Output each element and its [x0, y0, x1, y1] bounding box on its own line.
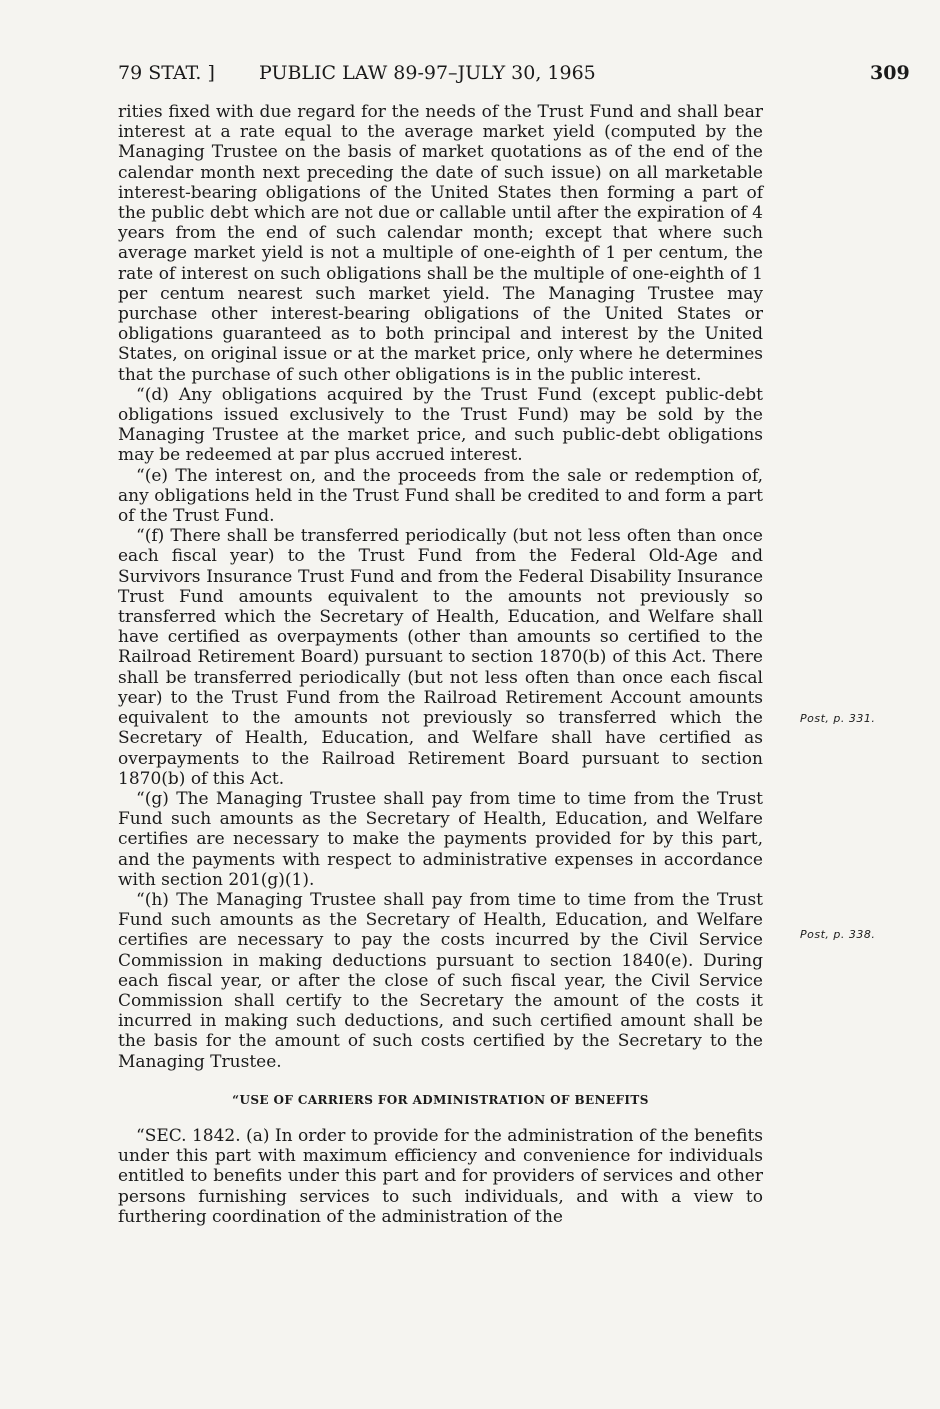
margin-note-338: Post, p. 338.: [800, 928, 876, 941]
paragraph-h: “(h) The Managing Trustee shall pay from time to time from the Trust Fund such amounts as the Secretary of Health, Education, and Welfare certifies are necessary to pay the costs incurred by the Civil Service Commission in making deductions pursuant to section 1840(e). During each fiscal year, or after the close of such fiscal year, the Civil Service Commission shall certify to the Secretary the amount of the costs it incurred in making such deductions, and such certified amount shall be the basis for the amount of such costs certified by the Secretary to the Managing Trustee.: [118, 889, 763, 1072]
law-title: PUBLIC LAW 89-97–JULY 30, 1965: [259, 62, 596, 84]
paragraph-f: “(f) There shall be transferred periodically (but not less often than once each fiscal year) to the Trust Fund from the Federal Old-Age and Survivors Insurance Trust Fund and from the Federal Disability Insurance Trust Fund amounts equivalent to the amounts not previously so transferred which the Secretary of Health, Education, and Welfare shall have certified as overpayments (other than amounts so certified to the Railroad Retirement Board) pursuant to section 1870(b) of this Act. There shall be transferred periodically (but not less often than once each fiscal year) to the Trust Fund from the Railroad Retirement Account amounts equivalent to the amounts not previously so transferred which the Secretary of Health, Education, and Welfare shall have certified as overpayments to the Railroad Retirement Board pursuant to section 1870(b) of this Act.: [118, 526, 763, 789]
body-text: [118, 102, 763, 1227]
paragraph-g: “(g) The Managing Trustee shall pay from time to time from the Trust Fund such amounts as the Secretary of Health, Education, and Welfare certifies are necessary to make the payments provided for by this part, and the payments with respect to administrative expenses in accordance with section 201(g)(1).: [118, 788, 763, 890]
margin-note-331: Post, p. 331.: [800, 712, 876, 725]
paragraph-continuation: rities fixed with due regard for the needs of the Trust Fund and shall bear interest at a rate equal to the average market yield (computed by the Managing Trustee on the basis of market quotations as of the end of the calendar month next preceding the date of such issue) on all marketable interest-bearing obligations of the United States then forming a part of the public debt which are not due or callable until after the expiration of 4 years from the end of such calendar month; except that where such average market yield is not a multiple of one-eighth of 1 per centum, the rate of interest on such obligations shall be the multiple of one-eighth of 1 per centum nearest such market yield. The Managing Trustee may purchase other interest-bearing obligations of the United States or obligations guaranteed as to both principal and interest by the United States, on original issue or at the market price, only where he determines that the purchase of such other obligations is in the public interest.: [118, 102, 763, 385]
section-heading: “USE OF CARRIERS FOR ADMINISTRATION OF BENEFITS: [232, 1092, 649, 1107]
page-number: 309: [870, 62, 910, 84]
paragraph-e: “(e) The interest on, and the proceeds from the sale or redemption of, any obligations held in the Trust Fund shall be credited to and form a part of the Trust Fund.: [118, 465, 763, 527]
paragraph-d: “(d) Any obligations acquired by the Trust Fund (except public-debt obligations issued exclusively to the Trust Fund) may be sold by the Managing Trustee at the market price, and such public-debt obligations may be redeemed at par plus accrued interest.: [118, 384, 763, 466]
page-header: [118, 62, 918, 92]
paragraph-sec-1842: “SEC. 1842. (a) In order to provide for the administration of the benefits under this part with maximum efficiency and convenience for individuals entitled to benefits under this part and for providers of services and other persons furnishing services to such individuals, and with a view to furthering coordination of the administration of the: [118, 1125, 763, 1227]
volume-reference: 79 STAT. ]: [118, 62, 215, 84]
